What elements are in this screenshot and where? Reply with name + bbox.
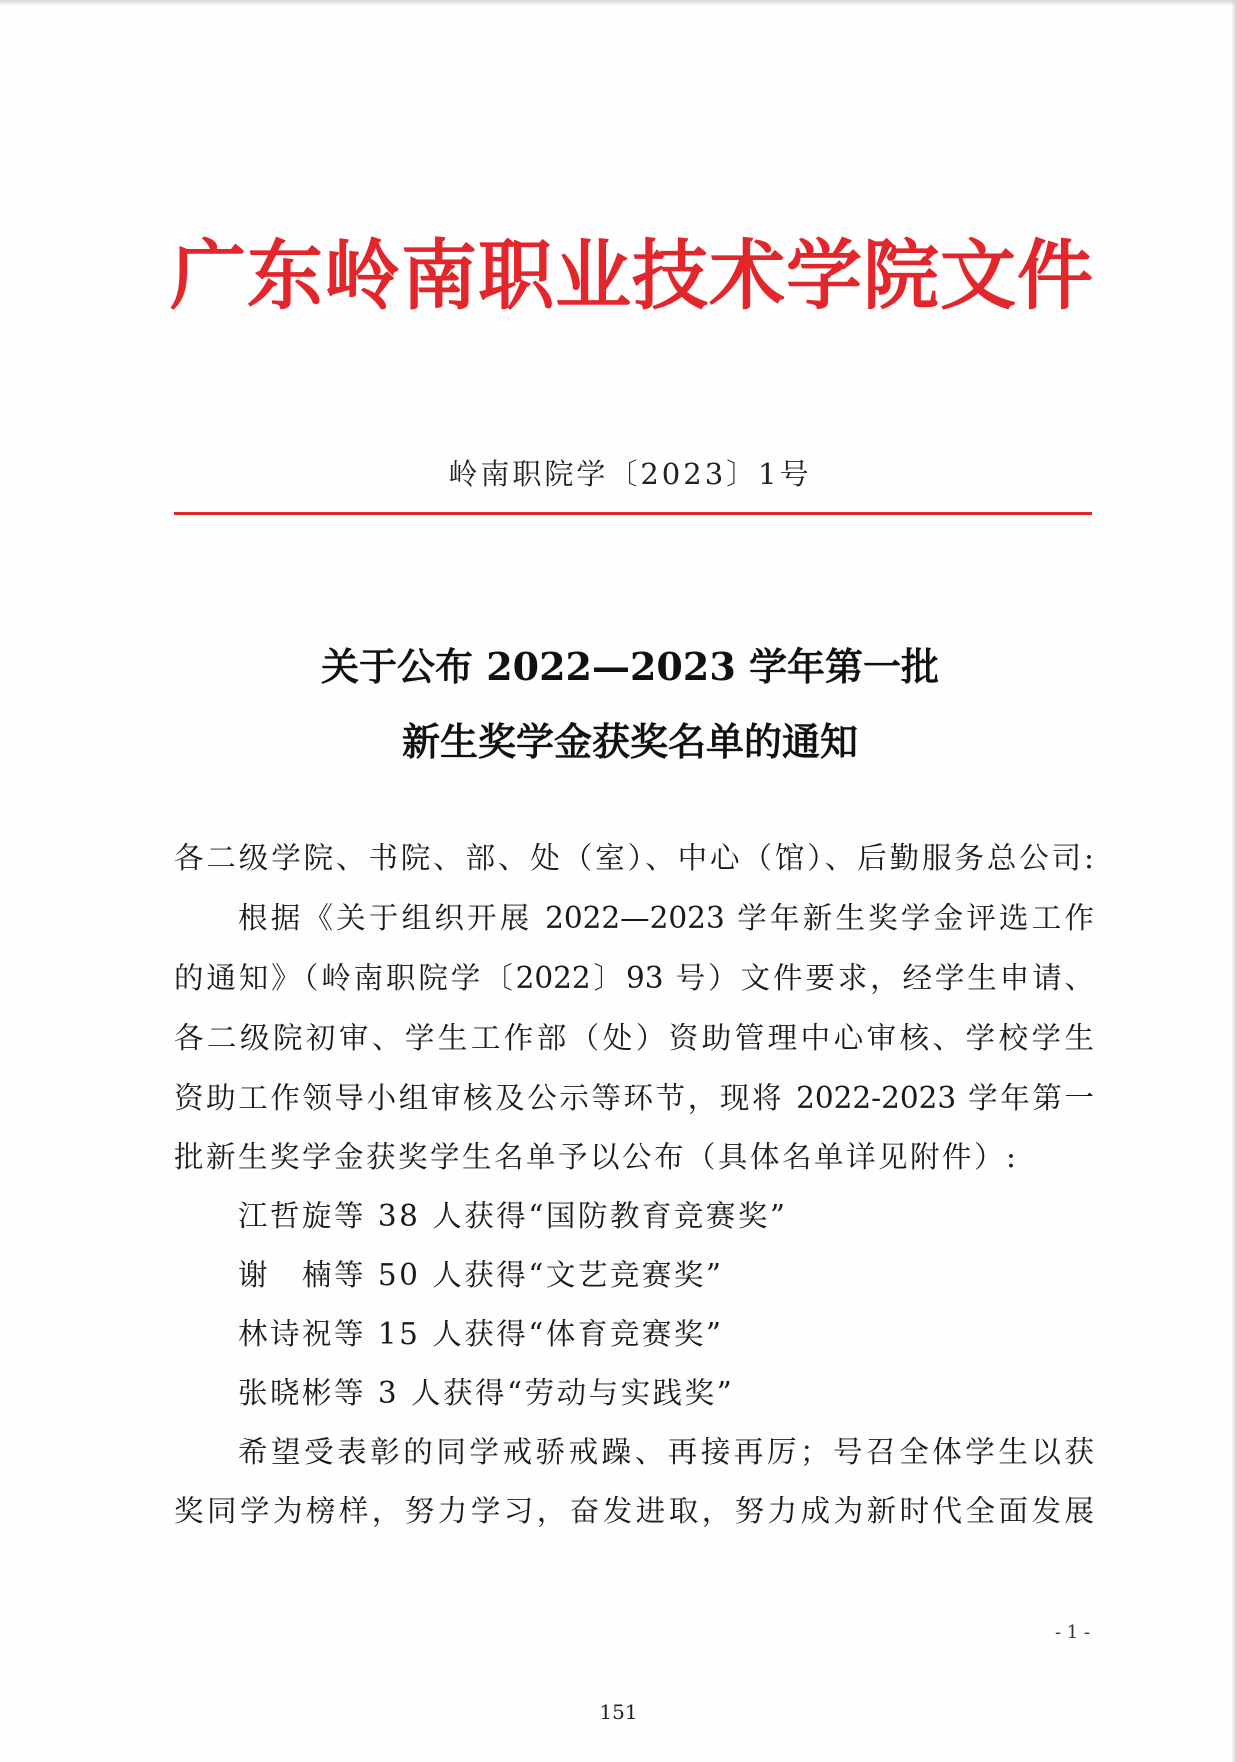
- notice-title-line-2: 新生奖学金获奖名单的通知: [401, 719, 858, 764]
- award-line: 谢 楠等 50 人获得“文艺竞赛奖”: [238, 1258, 724, 1292]
- red-divider-rule: [174, 512, 1092, 515]
- paragraph-1-line: 根据《关于组织开展 2022—2023 学年新生奖学金评选工作: [238, 901, 1094, 935]
- paragraph-1-line: 批新生奖学金获奖学生名单予以公布（具体名单详见附件）:: [174, 1140, 1019, 1174]
- award-line: 江哲旋等 38 人获得“国防教育竞赛奖”: [238, 1199, 788, 1233]
- page-number: 151: [599, 1700, 638, 1724]
- paragraph-1-line: 资助工作领导小组审核及公示等环节，现将 2022-2023 学年第一: [174, 1081, 1094, 1115]
- paragraph-1-line: 各二级院初审、学生工作部（处）资助管理中心审核、学校学生: [174, 1021, 1094, 1055]
- scan-edge-right: [1231, 0, 1237, 1762]
- document-number: 岭南职院学〔2023〕1号: [448, 457, 812, 491]
- issuer-header-title: 广东岭南职业技术学院文件: [170, 231, 1094, 320]
- scan-edge-top: [0, 0, 1237, 6]
- paragraph-2-line: 奖同学为榜样，努力学习，奋发进取，努力成为新时代全面发展: [174, 1494, 1094, 1528]
- salutation: 各二级学院、书院、部、处（室）、中心（馆）、后勤服务总公司:: [174, 841, 1094, 875]
- paragraph-1-line: 的通知》（岭南职院学〔2022〕93 号）文件要求，经学生申请、: [174, 961, 1094, 995]
- award-line: 张晓彬等 3 人获得“劳动与实践奖”: [238, 1376, 735, 1410]
- page-marker: - 1 -: [1055, 1622, 1091, 1643]
- notice-title-line-1: 关于公布 2022—2023 学年第一批: [321, 644, 939, 689]
- paragraph-2-line: 希望受表彰的同学戒骄戒躁、再接再厉；号召全体学生以获: [238, 1435, 1094, 1469]
- award-line: 林诗祝等 15 人获得“体育竞赛奖”: [238, 1317, 724, 1351]
